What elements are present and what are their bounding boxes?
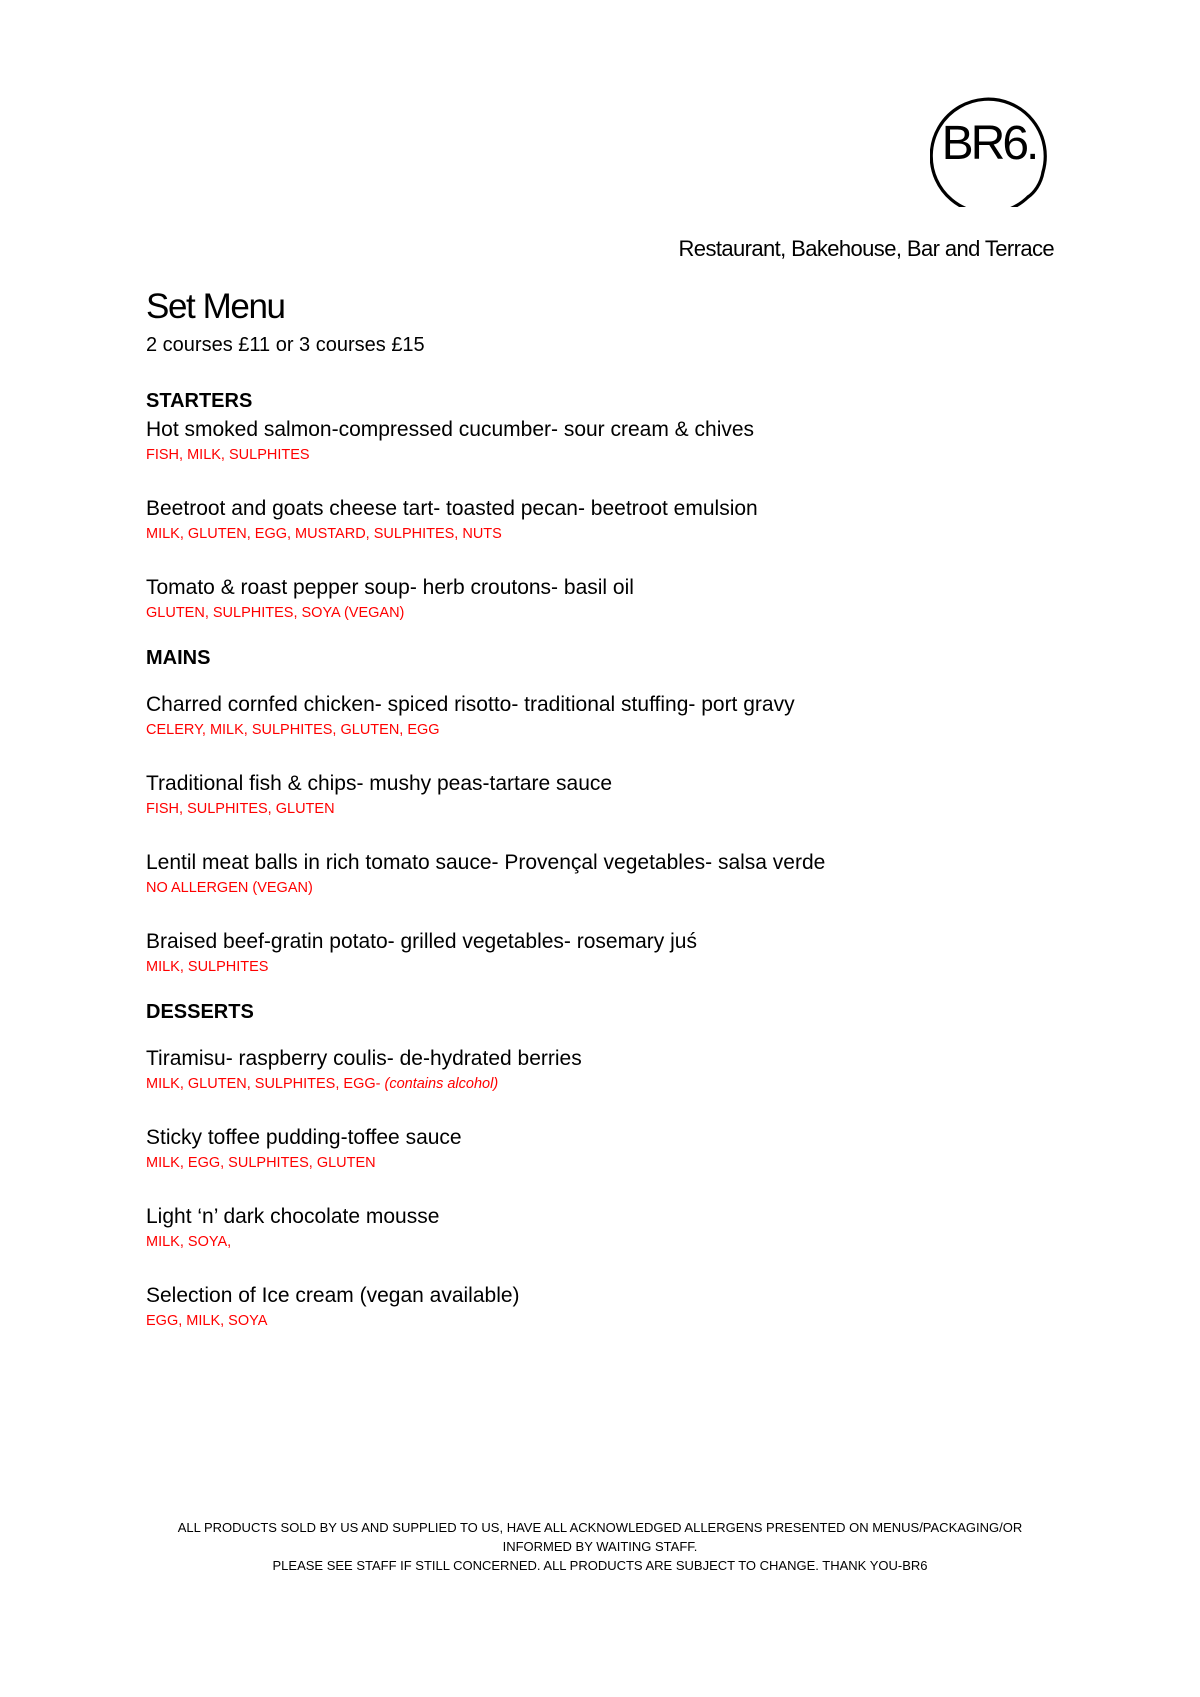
dish-allergens	[146, 1074, 1066, 1094]
dish-name: Lentil meat balls in rich tomato sauce- Provençal vegetables- salsa verde	[146, 851, 826, 874]
logo-text: BR6.	[941, 117, 1037, 170]
dish-allergens: NO ALLERGEN (VEGAN)	[146, 880, 313, 896]
page-title: Set Menu	[146, 287, 285, 326]
dish-allergens: CELERY, MILK, SULPHITES, GLUTEN, EGG	[146, 722, 440, 738]
dish-allergens: FISH, SULPHITES, GLUTEN	[146, 801, 335, 817]
dish-name: Braised beef-gratin potato- grilled vegetables- rosemary juś	[146, 930, 697, 953]
dish-item	[146, 416, 1066, 465]
br6-logo	[930, 80, 1054, 207]
allergen-list: MILK, GLUTEN, SULPHITES, EGG-	[146, 1076, 381, 1092]
dish-allergens: FISH, MILK, SULPHITES	[146, 447, 310, 463]
dish-item	[146, 691, 1066, 740]
alcohol-note: (contains alcohol)	[384, 1076, 499, 1092]
dish-name: Hot smoked salmon-compressed cucumber- sour cream & chives	[146, 418, 755, 441]
mains-section	[146, 645, 1066, 977]
price-line: 2 courses £11 or 3 courses £15	[146, 334, 425, 356]
desserts-section	[146, 999, 1066, 1331]
dish-item	[146, 770, 1066, 819]
section-heading-desserts: DESSERTS	[146, 1001, 254, 1023]
dish-allergens: GLUTEN, SULPHITES, SOYA (VEGAN)	[146, 605, 405, 621]
dish-item	[146, 1045, 1066, 1094]
dish-name: Charred cornfed chicken- spiced risotto- traditional stuffing- port gravy	[146, 693, 795, 716]
menu-body	[146, 388, 1066, 1361]
dish-item	[146, 849, 1066, 898]
dish-item	[146, 1203, 1066, 1252]
allergen-notice-footer	[0, 1518, 1200, 1575]
dish-allergens: MILK, EGG, SULPHITES, GLUTEN	[146, 1155, 376, 1171]
dish-name: Traditional fish & chips- mushy peas-tartare sauce	[146, 772, 613, 795]
dish-allergens: MILK, GLUTEN, EGG, MUSTARD, SULPHITES, NUTS	[146, 526, 502, 542]
dish-item	[146, 1124, 1066, 1173]
dish-allergens: EGG, MILK, SOYA	[146, 1313, 268, 1329]
dish-item	[146, 1282, 1066, 1331]
dish-item	[146, 928, 1066, 977]
dish-name: Tomato & roast pepper soup- herb croutons- basil oil	[146, 576, 634, 599]
section-heading-mains: MAINS	[146, 647, 211, 669]
starters-section	[146, 388, 1066, 623]
footer-line: ALL PRODUCTS SOLD BY US AND SUPPLIED TO US, HAVE ALL ACKNOWLEDGED ALLERGENS PRESENTED ON MENUS/PACKAGING/OR	[177, 1520, 1023, 1535]
dish-item	[146, 574, 1066, 623]
dish-allergens: MILK, SULPHITES	[146, 959, 269, 975]
section-heading-starters: STARTERS	[146, 390, 253, 412]
dish-name: Light ‘n’ dark chocolate mousse	[146, 1205, 440, 1228]
dish-item	[146, 495, 1066, 544]
dish-name: Selection of Ice cream (vegan available)	[146, 1284, 520, 1307]
dish-name: Sticky toffee pudding-toffee sauce	[146, 1126, 462, 1149]
dish-name: Tiramisu- raspberry coulis- de-hydrated berries	[146, 1047, 582, 1070]
footer-line: INFORMED BY WAITING STAFF.	[502, 1539, 698, 1554]
footer-line: PLEASE SEE STAFF IF STILL CONCERNED. ALL PRODUCTS ARE SUBJECT TO CHANGE. THANK YOU-BR6	[272, 1558, 928, 1573]
tagline: Restaurant, Bakehouse, Bar and Terrace	[678, 236, 1054, 261]
dish-allergens: MILK, SOYA,	[146, 1234, 232, 1250]
dish-name: Beetroot and goats cheese tart- toasted pecan- beetroot emulsion	[146, 497, 758, 520]
